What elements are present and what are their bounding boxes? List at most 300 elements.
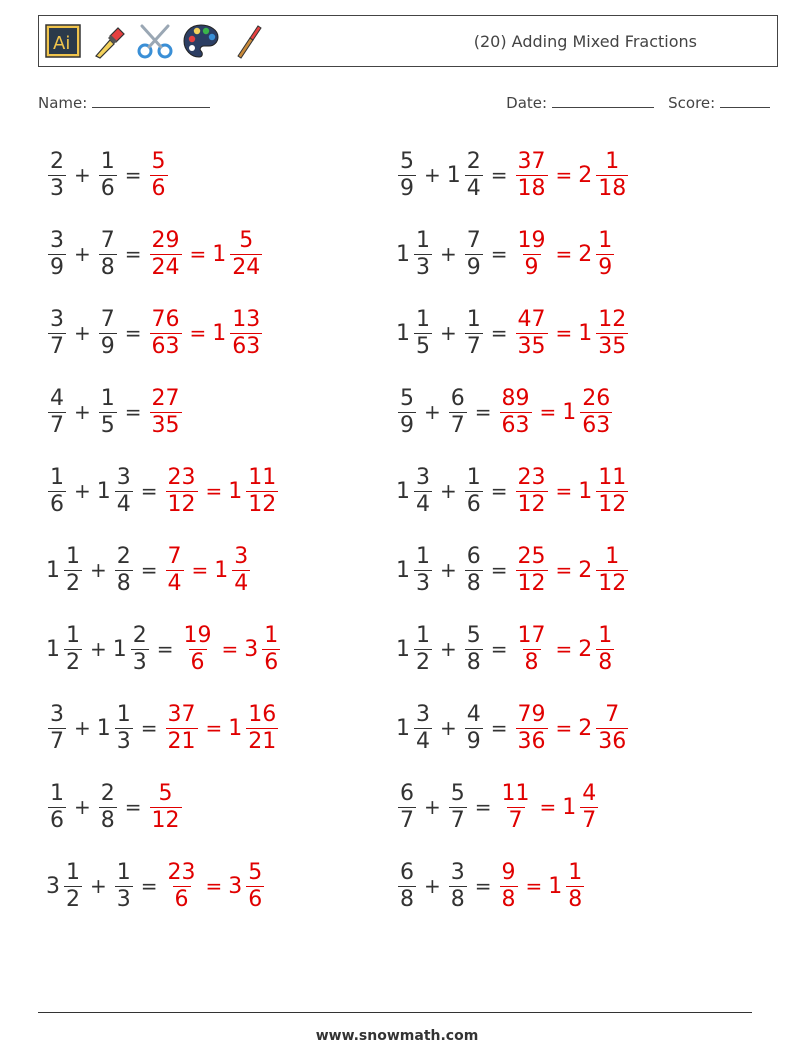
fraction — [230, 228, 262, 281]
denominator: 63 — [582, 412, 611, 438]
fraction — [182, 623, 214, 676]
plus-sign: + — [74, 716, 91, 740]
answer — [148, 781, 184, 834]
numerator: 1 — [416, 306, 430, 332]
problem-item — [46, 219, 264, 289]
denominator: 63 — [151, 333, 180, 359]
numerator: 3 — [116, 464, 131, 490]
answer-improper — [164, 465, 200, 518]
denominator: 2 — [66, 886, 80, 912]
answer-mixed — [578, 702, 630, 755]
numerator: 19 — [517, 227, 546, 253]
addend-b — [97, 228, 119, 281]
numerator: 1 — [66, 622, 80, 648]
denominator: 2 — [416, 649, 430, 675]
numerator: 1 — [605, 148, 620, 174]
denominator: 2 — [66, 649, 80, 675]
answer-improper — [514, 544, 550, 597]
addend-b — [447, 860, 469, 913]
fraction — [99, 307, 117, 360]
denominator: 5 — [416, 333, 430, 359]
answer-mixed — [228, 465, 280, 518]
denominator: 8 — [466, 570, 481, 596]
answer — [498, 386, 615, 439]
fraction — [232, 544, 250, 597]
fraction — [99, 386, 117, 439]
equals-sign: = — [490, 558, 508, 582]
denominator: 3 — [416, 254, 430, 280]
numerator: 37 — [517, 148, 546, 174]
fraction — [500, 386, 532, 439]
numerator: 7 — [466, 227, 481, 253]
fraction — [48, 386, 66, 439]
illustrator-icon — [44, 22, 82, 60]
answer-improper — [514, 465, 550, 518]
answer — [148, 386, 184, 439]
worksheet-header — [38, 15, 778, 67]
denominator: 8 — [524, 649, 539, 675]
fraction — [465, 307, 483, 360]
whole-number: 1 — [548, 873, 563, 899]
denominator: 36 — [517, 728, 546, 754]
addend-b — [97, 702, 135, 755]
denominator: 12 — [598, 491, 627, 517]
denominator: 7 — [50, 728, 64, 754]
whole-number: 1 — [396, 478, 410, 504]
equals-sign: = — [140, 716, 158, 740]
fraction — [414, 544, 432, 597]
numerator: 9 — [501, 859, 516, 885]
denominator: 4 — [416, 491, 430, 517]
answer-improper — [514, 228, 550, 281]
denominator: 24 — [232, 254, 261, 280]
addend-a — [396, 228, 434, 281]
addend-a — [46, 465, 68, 518]
numerator: 3 — [450, 859, 465, 885]
fraction — [150, 386, 182, 439]
addend-b — [463, 228, 485, 281]
whole-number: 1 — [96, 478, 111, 504]
denominator: 8 — [100, 254, 115, 280]
answer — [148, 228, 265, 281]
addend-b — [463, 702, 485, 755]
numerator: 19 — [183, 622, 212, 648]
fraction — [166, 544, 184, 597]
denominator: 36 — [598, 728, 627, 754]
denominator: 3 — [50, 175, 64, 201]
problem-item — [396, 614, 616, 684]
numerator: 25 — [517, 543, 546, 569]
whole-number: 1 — [562, 399, 577, 425]
equals-sign: = — [474, 795, 492, 819]
fraction — [262, 623, 280, 676]
answer-equals-sign: = — [221, 637, 239, 661]
addend-b — [113, 860, 135, 913]
score-label: Score: — [668, 94, 716, 112]
numerator: 23 — [167, 859, 196, 885]
whole-number: 2 — [578, 715, 593, 741]
plus-sign: + — [74, 400, 91, 424]
numerator: 1 — [416, 227, 430, 253]
fraction — [115, 860, 133, 913]
fraction — [166, 465, 198, 518]
addend-b — [463, 544, 485, 597]
denominator: 3 — [132, 649, 147, 675]
denominator: 9 — [50, 254, 64, 280]
problem-item — [46, 614, 282, 684]
paintbrush-icon — [228, 22, 266, 60]
fraction — [48, 307, 66, 360]
plus-sign: + — [424, 163, 441, 187]
numerator: 5 — [158, 780, 173, 806]
answer — [514, 228, 617, 281]
whole-number: 1 — [112, 636, 127, 662]
answer-improper — [148, 149, 170, 202]
fraction — [449, 781, 467, 834]
equals-sign: = — [490, 321, 508, 345]
answer — [148, 307, 265, 360]
numerator: 2 — [50, 148, 64, 174]
denominator: 8 — [568, 886, 583, 912]
whole-number: 1 — [396, 715, 410, 741]
numerator: 1 — [50, 464, 64, 490]
numerator: 1 — [50, 780, 64, 806]
equals-sign: = — [124, 400, 142, 424]
numerator: 26 — [582, 385, 611, 411]
whole-number: 3 — [46, 873, 60, 899]
answer-improper — [148, 781, 184, 834]
answer — [514, 465, 631, 518]
plus-sign: + — [74, 795, 91, 819]
answer-equals-sign: = — [205, 479, 223, 503]
addend-a — [396, 702, 434, 755]
numerator: 2 — [132, 622, 147, 648]
answer-equals-sign: = — [205, 874, 223, 898]
denominator: 6 — [50, 807, 64, 833]
numerator: 13 — [232, 306, 261, 332]
numerator: 16 — [248, 701, 277, 727]
denominator: 18 — [517, 175, 546, 201]
answer-improper — [164, 860, 200, 913]
denominator: 6 — [100, 175, 115, 201]
addend-a — [46, 623, 84, 676]
fraction — [516, 465, 548, 518]
answer — [514, 702, 631, 755]
problem-item — [396, 772, 600, 842]
numerator: 5 — [466, 622, 481, 648]
answer-mixed — [578, 623, 616, 676]
problem-item — [46, 535, 252, 605]
answer — [498, 781, 601, 834]
fraction — [596, 228, 614, 281]
fraction — [596, 702, 628, 755]
date-label: Date: — [506, 94, 548, 112]
denominator: 9 — [598, 254, 613, 280]
answer — [514, 149, 631, 202]
scissors-icon — [136, 22, 174, 60]
numerator: 11 — [248, 464, 277, 490]
answer-improper — [514, 307, 550, 360]
problem-item — [396, 693, 630, 763]
answer-mixed — [578, 307, 630, 360]
fraction — [150, 781, 182, 834]
answer-improper — [514, 702, 550, 755]
equals-sign: = — [156, 637, 174, 661]
addend-b — [447, 781, 469, 834]
equals-sign: = — [474, 874, 492, 898]
answer-mixed — [578, 149, 630, 202]
whole-number: 1 — [396, 636, 410, 662]
problem-item — [396, 140, 630, 210]
fraction — [596, 149, 628, 202]
answer-improper — [498, 860, 520, 913]
problem-item — [46, 851, 266, 921]
answer-improper — [164, 544, 186, 597]
plus-sign: + — [74, 479, 91, 503]
addend-a — [46, 149, 68, 202]
answer — [148, 149, 170, 202]
whole-number: 1 — [578, 320, 593, 346]
numerator: 7 — [167, 543, 182, 569]
date-blank[interactable] — [552, 93, 654, 108]
fraction — [115, 702, 133, 755]
numerator: 3 — [50, 701, 64, 727]
fraction — [465, 702, 483, 755]
addend-a — [396, 307, 434, 360]
plus-sign: + — [90, 558, 107, 582]
numerator: 7 — [605, 701, 620, 727]
denominator: 35 — [517, 333, 546, 359]
numerator: 6 — [400, 859, 414, 885]
fraction — [516, 623, 548, 676]
denominator: 7 — [508, 807, 523, 833]
problem-item — [46, 772, 184, 842]
denominator: 9 — [466, 728, 481, 754]
problem-item — [46, 298, 264, 368]
addend-b — [97, 307, 119, 360]
numerator: 1 — [466, 464, 481, 490]
addend-b — [463, 307, 485, 360]
numerator: 23 — [517, 464, 546, 490]
numerator: 7 — [100, 227, 115, 253]
denominator: 4 — [116, 491, 131, 517]
whole-number: 1 — [214, 557, 229, 583]
numerator: 1 — [466, 306, 481, 332]
answer-mixed — [562, 781, 600, 834]
fraction — [48, 702, 66, 755]
fraction — [64, 544, 82, 597]
numerator: 6 — [400, 780, 414, 806]
whole-number: 2 — [578, 557, 593, 583]
fraction — [516, 702, 548, 755]
denominator: 6 — [50, 491, 64, 517]
denominator: 12 — [167, 491, 196, 517]
fraction — [48, 228, 66, 281]
equals-sign: = — [140, 479, 158, 503]
date-score-fields — [506, 93, 770, 112]
numerator: 1 — [66, 859, 80, 885]
addend-a — [396, 544, 434, 597]
numerator: 5 — [248, 859, 263, 885]
numerator: 1 — [100, 148, 115, 174]
answer-mixed — [578, 465, 630, 518]
plus-sign: + — [74, 321, 91, 345]
fraction — [150, 307, 182, 360]
fraction — [580, 781, 598, 834]
denominator: 8 — [116, 570, 131, 596]
denominator: 63 — [232, 333, 261, 359]
answer-equals-sign: = — [555, 242, 573, 266]
denominator: 9 — [524, 254, 539, 280]
numerator: 1 — [66, 543, 80, 569]
numerator: 1 — [116, 859, 131, 885]
denominator: 21 — [167, 728, 196, 754]
header-icons — [44, 22, 266, 60]
denominator: 7 — [450, 412, 465, 438]
numerator: 1 — [598, 622, 613, 648]
answer-equals-sign: = — [555, 321, 573, 345]
answer-equals-sign: = — [539, 795, 557, 819]
numerator: 11 — [598, 464, 627, 490]
addend-a — [46, 386, 68, 439]
equals-sign: = — [140, 558, 158, 582]
problem-item — [396, 851, 586, 921]
numerator: 3 — [416, 464, 430, 490]
numerator: 5 — [450, 780, 465, 806]
plus-sign: + — [74, 163, 91, 187]
answer-improper — [180, 623, 216, 676]
answer-improper — [498, 781, 534, 834]
numerator: 1 — [416, 622, 430, 648]
denominator: 7 — [466, 333, 481, 359]
addend-b — [463, 623, 485, 676]
numerator: 1 — [605, 543, 620, 569]
denominator: 12 — [517, 570, 546, 596]
whole-number: 1 — [396, 320, 410, 346]
denominator: 6 — [174, 886, 189, 912]
answer-improper — [148, 307, 184, 360]
fraction — [48, 781, 66, 834]
problem-item — [46, 693, 280, 763]
numerator: 3 — [50, 306, 64, 332]
addend-a — [46, 228, 68, 281]
denominator: 9 — [400, 175, 414, 201]
fraction — [449, 860, 467, 913]
answer-improper — [148, 228, 184, 281]
answer-mixed — [212, 228, 264, 281]
addend-a — [396, 386, 418, 439]
fraction — [580, 386, 612, 439]
plus-sign: + — [440, 716, 457, 740]
denominator: 8 — [100, 807, 115, 833]
name-field — [38, 93, 210, 112]
fraction — [115, 465, 133, 518]
denominator: 4 — [167, 570, 182, 596]
answer-equals-sign: = — [189, 321, 207, 345]
answer-equals-sign: = — [555, 479, 573, 503]
footer-divider — [38, 1012, 752, 1013]
answer — [514, 623, 617, 676]
fraction — [398, 386, 416, 439]
denominator: 63 — [501, 412, 530, 438]
fraction — [398, 149, 416, 202]
denominator: 7 — [50, 412, 64, 438]
numerator: 3 — [50, 227, 64, 253]
answer-mixed — [578, 544, 630, 597]
answer — [164, 702, 281, 755]
numerator: 7 — [100, 306, 115, 332]
plus-sign: + — [74, 242, 91, 266]
numerator: 2 — [100, 780, 115, 806]
whole-number: 1 — [396, 241, 410, 267]
fraction — [414, 702, 432, 755]
numerator: 17 — [517, 622, 546, 648]
fraction — [596, 307, 628, 360]
fraction — [566, 860, 584, 913]
whole-number: 3 — [228, 873, 243, 899]
addend-b — [113, 623, 151, 676]
answer-mixed — [212, 307, 264, 360]
equals-sign: = — [474, 400, 492, 424]
problem-item — [46, 377, 184, 447]
fraction — [500, 781, 532, 834]
equals-sign: = — [124, 795, 142, 819]
fraction — [596, 465, 628, 518]
denominator: 5 — [100, 412, 115, 438]
denominator: 4 — [234, 570, 249, 596]
numerator: 3 — [234, 543, 249, 569]
plus-sign: + — [424, 400, 441, 424]
denominator: 3 — [416, 570, 430, 596]
whole-number: 1 — [578, 478, 593, 504]
fraction — [398, 781, 416, 834]
answer — [164, 465, 281, 518]
addend-a — [46, 860, 84, 913]
answer-equals-sign: = — [191, 558, 209, 582]
fraction — [166, 702, 198, 755]
plus-sign: + — [440, 321, 457, 345]
addend-a — [396, 149, 418, 202]
name-blank[interactable] — [92, 93, 210, 108]
fraction — [398, 860, 416, 913]
plus-sign: + — [424, 874, 441, 898]
fraction — [516, 307, 548, 360]
problem-item — [396, 456, 630, 526]
footer-url: www.snowmath.com — [315, 1028, 479, 1044]
score-blank[interactable] — [720, 93, 770, 108]
plus-sign: + — [440, 479, 457, 503]
denominator: 6 — [466, 491, 481, 517]
fraction — [99, 781, 117, 834]
whole-number: 1 — [212, 241, 227, 267]
addend-b — [97, 781, 119, 834]
plus-sign: + — [440, 242, 457, 266]
addend-a — [46, 307, 68, 360]
addend-a — [396, 465, 434, 518]
denominator: 18 — [598, 175, 627, 201]
numerator: 3 — [416, 701, 430, 727]
fraction — [414, 228, 432, 281]
denominator: 6 — [151, 175, 166, 201]
answer-mixed — [228, 702, 280, 755]
equals-sign: = — [490, 637, 508, 661]
fraction — [230, 307, 262, 360]
addend-a — [396, 781, 418, 834]
numerator: 79 — [517, 701, 546, 727]
equals-sign: = — [490, 716, 508, 740]
plus-sign: + — [440, 637, 457, 661]
plus-sign: + — [90, 874, 107, 898]
